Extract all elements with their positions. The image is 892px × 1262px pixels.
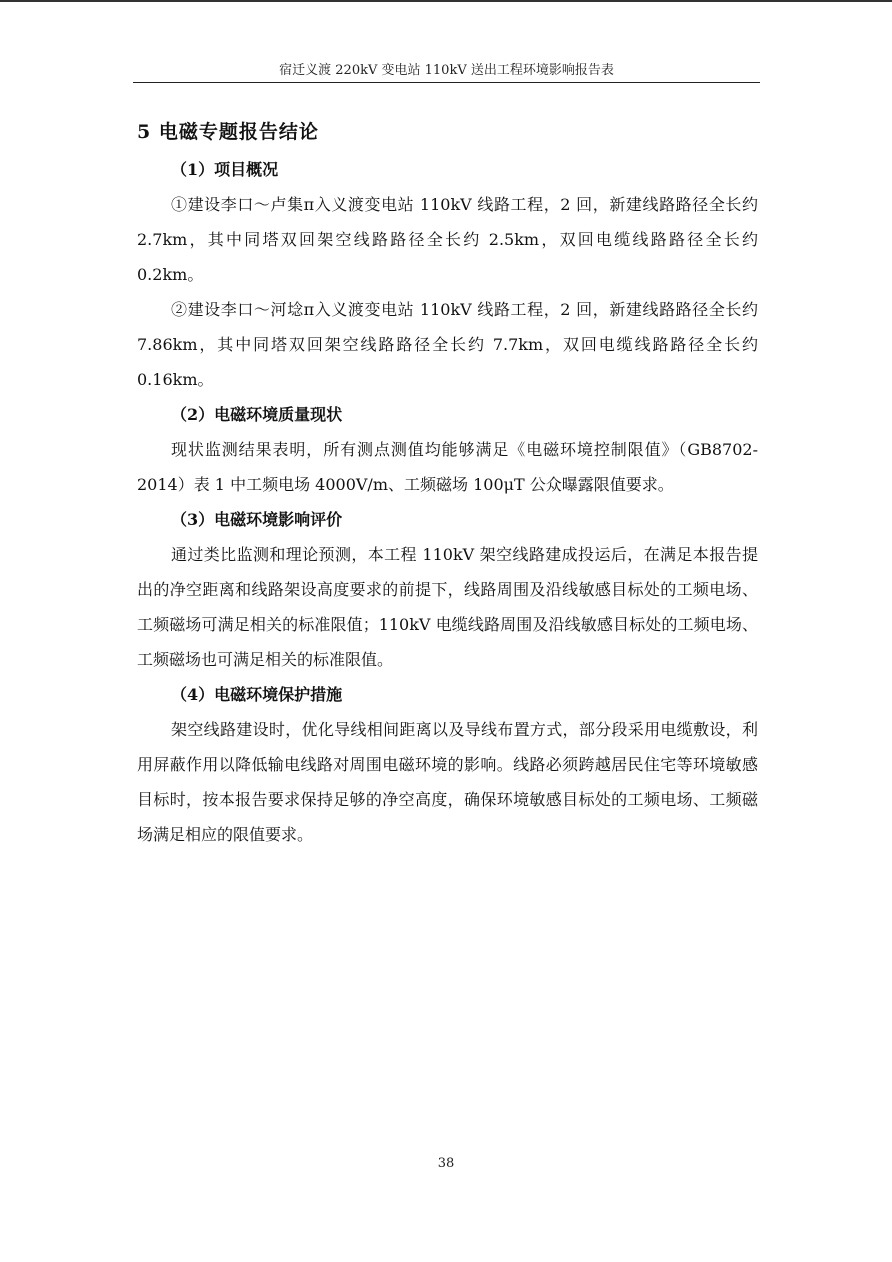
subsection-heading-overview: （1）项目概况	[171, 160, 279, 179]
subsection-heading-impact-assessment: （3）电磁环境影响评价	[171, 510, 343, 529]
paragraph-current-status: 现状监测结果表明，所有测点测值均能够满足《电磁环境控制限值》（GB8702-2014）表 1 中工频电场 4000V/m、工频磁场 100μT 公众曝露限值要求。	[137, 440, 758, 494]
page-number: 38	[437, 1156, 455, 1171]
page-top-border	[0, 0, 892, 2]
paragraph-overview-1: ①建设李口～卢集π入义渡变电站 110kV 线路工程，2 回，新建线路路径全长约 2.7km，其中同塔双回架空线路路径全长约 2.5km，双回电缆线路路径全长约 0.2km。	[137, 195, 758, 284]
subsection-heading-current-status: （2）电磁环境质量现状	[171, 405, 343, 424]
paragraph-overview-2: ②建设李口～河埝π入义渡变电站 110kV 线路工程，2 回，新建线路路径全长约 7.86km，其中同塔双回架空线路路径全长约 7.7km，双回电缆线路路径全长约 0.16km。	[137, 300, 758, 389]
section-title: 5 电磁专题报告结论	[137, 121, 319, 143]
document-body	[137, 112, 758, 852]
running-header: 宿迁义渡 220kV 变电站 110kV 送出工程环境影响报告表	[279, 63, 614, 78]
subsection-heading-protection-measures: （4）电磁环境保护措施	[171, 685, 343, 704]
header-rule	[133, 82, 760, 83]
paragraph-impact-assessment: 通过类比监测和理论预测，本工程 110kV 架空线路建成投运后，在满足本报告提出的净空距离和线路架设高度要求的前提下，线路周围及沿线敏感目标处的工频电场、工频磁场可满足相关的标准限值；110kV 电缆线路周围及沿线敏感目标处的工频电场、工频磁场也可满足相关的标准限值。	[137, 545, 758, 669]
paragraph-protection-measures: 架空线路建设时，优化导线相间距离以及导线布置方式，部分段采用电缆敷设，利用屏蔽作用以降低输电线路对周围电磁环境的影响。线路必须跨越居民住宅等环境敏感目标时，按本报告要求保持足够的净空高度，确保环境敏感目标处的工频电场、工频磁场满足相应的限值要求。	[137, 720, 758, 844]
